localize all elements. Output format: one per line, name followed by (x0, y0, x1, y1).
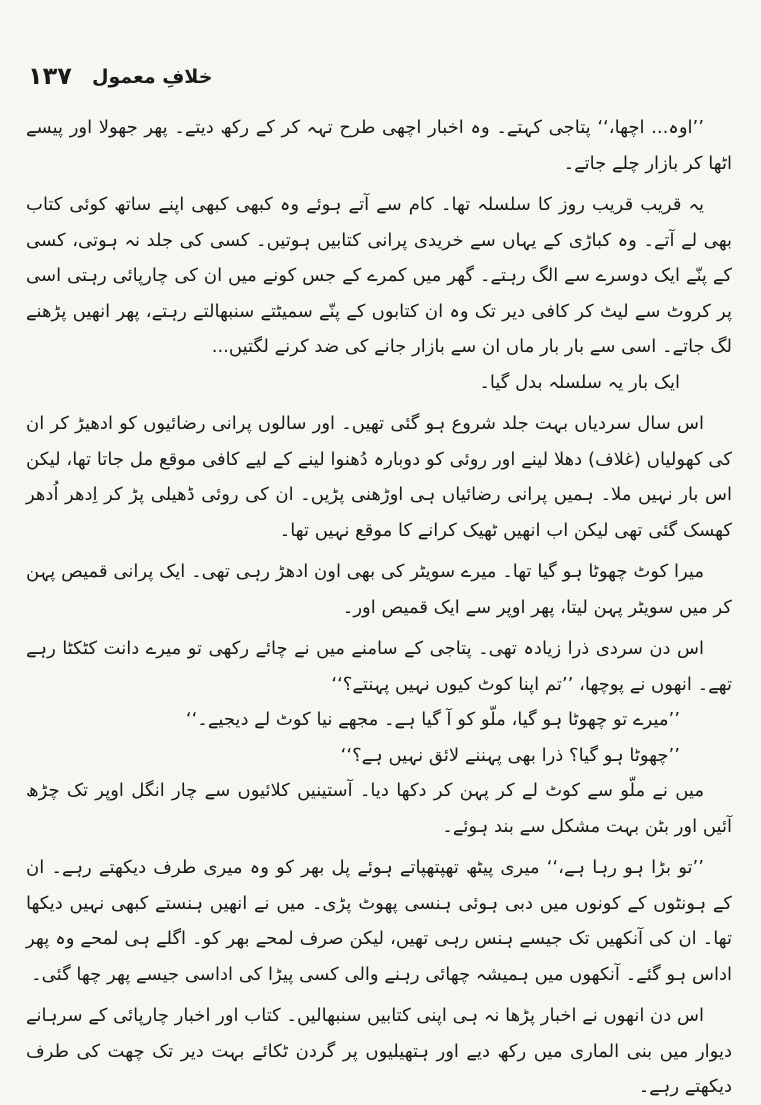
dialogue-line-1: ’’میرے تو چھوٹا ہو گیا، ملّو کو آ گیا ہے۔ مجھے نیا کوٹ لے دیجیے۔‘‘ (185, 709, 680, 730)
dialogue-line-2: ’’چھوٹا ہو گیا؟ ذرا بھی پہننے لائق نہیں ہے؟‘‘ (340, 744, 680, 766)
paragraph-8: ’’تو بڑا ہو رہا ہے،‘‘ میری پیٹھ تھپتھپاتے ہوئے پل بھر کو وہ میری طرف دیکھتے رہے۔ ان کے ہونٹوں کے کونوں میں دبی ہوئی ہنسی پھوٹ پڑی۔ میں نے انھیں ہنستے کبھی نہیں دیکھا تھا۔ ان کی آنکھیں تک جیسے ہنس رہی تھیں، لیکن صرف لمحے بھر کو۔ اگلے ہی لمحے وہ پھر اداس ہو گئے۔ آنکھوں میں ہمیشہ چھائی رہنے والی کسی پیڑا کی اداسی جیسے پھر چھا گئی۔ (26, 857, 732, 985)
paragraph-6: اس دن سردی ذرا زیادہ تھی۔ پتاجی کے سامنے میں نے چائے رکھی تو میرے دانت کٹکٹا رہے تھے۔ انھوں نے پوچھا، ’’تم اپنا کوٹ کیوں نہیں پہنتے؟‘‘ (26, 638, 732, 695)
paragraph-5: میرا کوٹ چھوٹا ہو گیا تھا۔ میرے سویٹر کی بھی اون ادھڑ رہی تھی۔ ایک پرانی قمیص پہن کر میں سویٹر پہن لیتا، پھر اوپر سے ایک قمیص اور۔ (26, 561, 732, 618)
paragraph-3: ایک بار یہ سلسلہ بدل گیا۔ (479, 371, 680, 393)
paragraph-2: یہ قریب قریب روز کا سلسلہ تھا۔ کام سے آتے ہوئے وہ کبھی کبھی اپنے ساتھ کوئی کتاب بھی لے آتے۔ وہ کباڑی کے یہاں سے خریدی پرانی کتابیں ہوتیں۔ کسی کی جلد نہ ہوتی، کسی کے پنّے ایک دوسرے سے الگ رہتے۔ گھر میں کمرے کے جس کونے میں ان کی چارپائی رہتی اسی پر کروٹ سے لیٹ کر کافی دیر تک وہ ان کتابوں کے پنّے سمیٹتے سنبھالتے رہتے، پھر انھیں پڑھنے لگ جاتے۔ اسی سے بار بار ماں ان سے بازار جانے کی ضد کرنے لگتیں... (26, 194, 732, 357)
running-title: خلافِ معمول (92, 66, 213, 88)
paragraph-9: اس دن انھوں نے اخبار پڑھا نہ ہی اپنی کتابیں سنبھالیں۔ کتاب اور اخبار چارپائی کے سرہانے دیوار میں بنی الماری میں رکھ دیے اور ہتھیلیوں پر گردن ٹکائے بہت دیر تک چھت کی طرف دیکھتے رہے۔ (26, 1005, 732, 1097)
page-header (0, 62, 761, 102)
paragraph-7: میں نے ملّو سے کوٹ لے کر پہن کر دکھا دیا۔ آستینیں کلائیوں سے چار انگل اوپر تک چڑھ آئیں اور بٹن بہت مشکل سے بند ہوئے۔ (26, 780, 732, 837)
paragraph-4: اس سال سردیاں بہت جلد شروع ہو گئی تھیں۔ اور سالوں پرانی رضائیوں کو ادھیڑ کر ان کی کھولیاں (غلاف) دھلا لینے اور روئی کو دوبارہ دُھنوا لینے کے لیے کافی موقع مل جاتا تھا، لیکن اس بار نہیں ملا۔ ہمیں پرانی رضائیاں ہی اوڑھنی پڑیں۔ ان کی روئی ڈھیلی پڑ کر اِدھر اُدھر کھسک گئی تھی لیکن اب انھیں ٹھیک کرانے کا موقع نہیں تھا۔ (26, 413, 733, 541)
page-number: ۱۳۷ (28, 62, 72, 90)
paragraph-1: ’’اوہ... اچھا،‘‘ پتاجی کہتے۔ وہ اخبار اچھی طرح تہہ کر کے رکھ دیتے۔ پھر جھولا اور پیسے اٹھا کر بازار چلے جاتے۔ (26, 117, 732, 174)
text-body (26, 110, 732, 1105)
